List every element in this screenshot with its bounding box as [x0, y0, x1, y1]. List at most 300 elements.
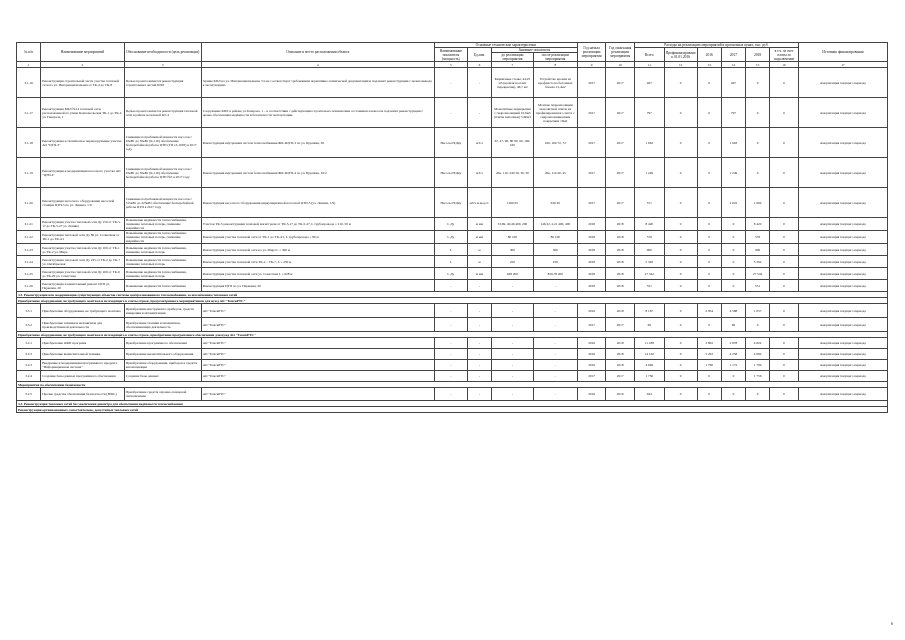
cell-c: 900 [746, 244, 770, 256]
cell-b: 2 022 [721, 188, 745, 218]
cell-fin: 0 [664, 231, 697, 244]
table-row [17, 68, 888, 98]
col-unit-measure: Наименование показателя (мощность) [434, 48, 467, 62]
cell-b: 797 [721, 98, 745, 128]
col-after: после реализации мероприятия [533, 53, 577, 62]
cell-c: 0 [746, 68, 770, 98]
cell-v2: - [533, 280, 577, 292]
cell-p1: Насосы Н/Дву [434, 188, 467, 218]
cell-rem: 0 [770, 68, 799, 98]
cell-num: 3.1.26 [17, 280, 41, 292]
cell-p1: L Ду [434, 218, 467, 231]
cell-num: 3.1.18 [17, 128, 41, 158]
col-2018: 2018 [746, 48, 770, 62]
column-index-cell: 12 [664, 62, 697, 68]
cell-num: 3.1.23 [17, 244, 41, 256]
cell-tot: 924 [634, 388, 664, 401]
cell-num: 3.3.2 [17, 318, 41, 332]
cell-v1: - [492, 349, 534, 360]
table-row [17, 349, 888, 360]
cell-src: Амортизация текущего периода [798, 98, 887, 128]
cell-v1: - [492, 338, 534, 349]
cell-just: Приобретение техники и механизмов, обеспечивающих деятельность [124, 318, 201, 332]
cell-ye: 2017 [606, 318, 635, 332]
column-index-cell: 9 [577, 62, 606, 68]
cell-p1: Насосы Н/Дву [434, 158, 467, 188]
cell-num: 3.1.22 [17, 231, 41, 244]
cell-ys: 2018 [577, 280, 606, 292]
cell-rem: 0 [770, 304, 799, 318]
table-row [17, 268, 888, 280]
column-index-cell: 7 [492, 62, 534, 68]
cell-just: Приобретение инструмента, приборов, средств измерения и автоматизации [124, 304, 201, 318]
column-index-cell: 15 [746, 62, 770, 68]
cell-ys: 2017 [577, 128, 606, 158]
cell-rem: 0 [770, 218, 799, 231]
cell-p2: м мм [467, 231, 491, 244]
cell-num: 3.1.16 [17, 68, 41, 98]
col-year-end: Год окончания реализации мероприятия [606, 43, 635, 62]
cell-rem: 0 [770, 388, 799, 401]
cell-tot: 5 392 [634, 256, 664, 268]
cell-src: Амортизация текущего периода [798, 244, 887, 256]
investment-table [16, 42, 888, 413]
cell-v2: - [533, 349, 577, 360]
cell-src: Амортизация текущего периода [798, 231, 887, 244]
table-row [17, 128, 888, 158]
cell-name: Реконструкция участка тепловой сети Ду 200 от ТК-9 до ТК-20 ул. Советская [41, 268, 125, 280]
cell-fin: 0 [664, 128, 697, 158]
cell-ye: 2018 [606, 304, 635, 318]
page-number: 6 [891, 621, 893, 626]
cell-c: 27 542 [746, 268, 770, 280]
table-row [17, 360, 888, 371]
cell-src: Амортизация текущего периода [798, 349, 887, 360]
cell-p2: - [467, 68, 491, 98]
cell-a: 0 [697, 318, 721, 332]
cell-src: Амортизация текущего периода [798, 218, 887, 231]
cell-tot: 1 756 [634, 371, 664, 382]
cell-fin: 0 [664, 280, 697, 292]
cell-a: 0 [697, 98, 721, 128]
cell-b: 0 [721, 371, 745, 382]
cell-name: Создание базы данных программного обеспечения [41, 371, 125, 382]
cell-name: Прочие средства обеспечения безопасности (ЗРКС) [41, 388, 125, 401]
column-index-cell: 1 [17, 62, 41, 68]
cell-p2: м [467, 244, 491, 256]
cell-name: Реконструкция участка тепловой сети Ду 100 от ТК-1 до ТК-2 ул. Мира [41, 244, 125, 256]
cell-ys: 2017 [577, 68, 606, 98]
cell-num: 3.2.5 [17, 388, 41, 401]
cell-src: Амортизация текущего периода [798, 256, 887, 268]
column-index-cell: 17 [798, 62, 887, 68]
cell-just: Повышение надёжности теплоснабжения, снижение тепловых потерь [124, 244, 201, 256]
cell-desc: АО "ТомскРТС" [201, 304, 434, 318]
cell-rem: 0 [770, 256, 799, 268]
cell-rem: 0 [770, 98, 799, 128]
cell-v1: 300 [492, 244, 534, 256]
col-justification: Обоснование необходимости (цель реализации) [124, 43, 201, 62]
cell-ye: 2018 [606, 338, 635, 349]
cell-desc: Реконструкция участка тепловой сети ул. Советская L = 628 м [201, 268, 434, 280]
table-header [17, 43, 888, 62]
cell-b: 2 878 [721, 338, 745, 349]
cell-ys: 2016 [577, 349, 606, 360]
cell-just: Повышение надёжности теплоснабжения, снижение тепловых потерь, снижение аварийности [124, 231, 201, 244]
cell-a: 0 [697, 128, 721, 158]
cell-p1: L [434, 244, 467, 256]
cell-p1: - [434, 349, 467, 360]
cell-ys: 2017 [577, 318, 606, 332]
cell-b: 4 258 [721, 349, 745, 360]
cell-v1: 250 [492, 256, 534, 268]
cell-num: 3.1.21 [17, 218, 41, 231]
subsection-heading-text: Реконструкция организованных самостоятельно, допустимых тепловых сетей [17, 407, 888, 413]
cell-num: 3.2.4 [17, 371, 41, 382]
table-row [17, 231, 888, 244]
cell-v1: Монолитные перекрытия с гидроизоляцией 10,6м3 (плиты неполные) 5,60м3 [492, 98, 534, 128]
cell-p1: Насосы Н/Дву [434, 128, 467, 158]
table-row [17, 280, 888, 292]
cell-v2: Монтаж гидроизоляции монолитной плиты из профилированного листа с гидроизоляционным покрытием 10м2 [533, 98, 577, 128]
table-row [17, 256, 888, 268]
table-row [17, 304, 888, 318]
cell-just: Целью проекта является реконструкция строительных частей КПЛ [124, 68, 201, 98]
cell-name: Реконструкция и модернизация насосного участка АО "ЦТП-4" [41, 158, 125, 188]
cell-p1: - [434, 388, 467, 401]
cell-fin: 0 [664, 68, 697, 98]
cell-src: Амортизация текущего периода [798, 158, 887, 188]
cell-v2: - [533, 388, 577, 401]
cell-c: 4 822 [746, 338, 770, 349]
cell-v2: 630 65 [533, 188, 577, 218]
cell-c: 0 [746, 158, 770, 188]
cell-v2: - [533, 318, 577, 332]
cell-desc: Реконструкция внутренних систем теплоснабжения ЖК 4ЦТП-3 по ул. Бурачёва, 30 [201, 128, 434, 158]
cell-num: 3.3.1 [17, 304, 41, 318]
cell-b: 4 588 [721, 304, 745, 318]
cell-src: Амортизация текущего периода [798, 68, 887, 98]
cell-rem: 0 [770, 128, 799, 158]
column-index-cell: 6 [467, 62, 491, 68]
document-page [16, 42, 888, 413]
cell-name: Внедрение и модернизация программного продукта "Информационная система" [41, 360, 125, 371]
cell-ys: 2016 [577, 304, 606, 318]
cell-desc: Реконструкция ЦТП по ул. Парковая, 20 [201, 280, 434, 292]
cell-num: 3.2.3 [17, 360, 41, 371]
cell-tot: 8 167 [634, 304, 664, 318]
cell-v1: - [492, 318, 534, 332]
cell-a: 1 760 [697, 360, 721, 371]
cell-ye: 2018 [606, 360, 635, 371]
cell-src: Амортизация текущего периода [798, 268, 887, 280]
cell-fin: 0 [664, 371, 697, 382]
col-2017: 2017 [721, 48, 745, 62]
cell-ye: 2018 [606, 349, 635, 360]
table-row [17, 318, 888, 332]
cell-v1: 628 200 [492, 268, 534, 280]
cell-v1: - [492, 388, 534, 401]
cell-c: 1 694 [746, 188, 770, 218]
table-row [17, 218, 888, 231]
cell-tot: 1 249 [634, 158, 664, 188]
column-index-cell: 4 [201, 62, 434, 68]
cell-p1: - [434, 304, 467, 318]
cell-a: 0 [697, 268, 721, 280]
cell-a: 0 [697, 388, 721, 401]
cell-src: Амортизация текущего периода [798, 318, 887, 332]
table-row [17, 188, 888, 218]
table-row [17, 388, 888, 401]
cell-tot: 571 [634, 188, 664, 218]
cell-c: 4 082 [746, 349, 770, 360]
col-year-start: Год начала реализации мероприятия [577, 43, 606, 62]
cell-just: Повышение надёжности теплоснабжения, снижение тепловых потерь [124, 256, 201, 268]
cell-tot: 8 420 [634, 218, 664, 231]
cell-desc: Реконструкция участка тепловой сети от ТК-1 до ТК-4/1, L трубопровода = 80 м [201, 231, 434, 244]
cell-desc: АО "ТомскРТС" [201, 388, 434, 401]
cell-b: 1 663 [721, 128, 745, 158]
cell-v2: - [533, 338, 577, 349]
cell-desc: Здание КПЛ на ул. Интернациональная, 5/а не соответствует требованиям нормативно-технической документации и подлежит реконструкции с целью вывода в эксплуатацию. [201, 68, 434, 98]
cell-v2: 20в, 110 40, 45 [533, 158, 577, 188]
cell-v1: 20в, 110, 240 30, 30, 30 [492, 158, 534, 188]
cell-ys: 2018 [577, 231, 606, 244]
cell-c: 551 [746, 280, 770, 292]
cell-b: 0 [721, 280, 745, 292]
cell-just: Приобретение вычислительного оборудования [124, 349, 201, 360]
cell-rem: 0 [770, 158, 799, 188]
cell-a: 0 [697, 256, 721, 268]
col-values-group: Значение показателя [492, 48, 578, 53]
cell-p1: - [434, 371, 467, 382]
cell-tot: 797 [634, 98, 664, 128]
cell-desc: АО "ТомскРТС" [201, 360, 434, 371]
cell-desc: Реконструкция участка тепловой сети ТК-2 – ТК-7, L = 250 м [201, 256, 434, 268]
table-body [17, 62, 888, 413]
cell-c: 0 [746, 318, 770, 332]
cell-p1: L Ду [434, 268, 467, 280]
cell-just: Повышение надёжности теплоснабжения, снижение тепловых потерь [124, 268, 201, 280]
cell-ye: 2016 [606, 388, 635, 401]
cell-a: 0 [697, 218, 721, 231]
cell-tot: 14 162 [634, 349, 664, 360]
column-index-cell: 2 [41, 62, 125, 68]
cell-v1: - [492, 280, 534, 292]
cell-p1: - [434, 98, 467, 128]
cell-ye: 2018 [606, 280, 635, 292]
cell-a: 0 [697, 371, 721, 382]
cell-ys: 2018 [577, 244, 606, 256]
cell-just: Повышение надёжности теплоснабжения, снижение тепловых потерь, снижение аварийности [124, 218, 201, 231]
cell-ys: 2016 [577, 338, 606, 349]
cell-name: Реконструкция и техническое перевооружение участка АО "ЦТП-3" [41, 128, 125, 158]
cell-a: 0 [697, 68, 721, 98]
cell-p2: - [467, 304, 491, 318]
cell-fin: 0 [664, 256, 697, 268]
cell-b: 1 249 [721, 158, 745, 188]
table-row [17, 244, 888, 256]
cell-ys: 2016 [577, 360, 606, 371]
cell-v1: 53,69, 40,46 400, 200 [492, 218, 534, 231]
cell-tot: 4 649 [634, 360, 664, 371]
cell-a: 0 [697, 244, 721, 256]
col-total: Всего [634, 48, 664, 62]
cell-v2: Устройство кровли из профлиста на бетонных блоках 21,4м2 [533, 68, 577, 98]
cell-just: Снижение потребляемой мощности насосов с 45кВт до 30кВт (К-110) обеспечение бесперебойной работы ЦТП №5 в 2017 году [124, 158, 201, 188]
cell-p2: - [467, 388, 491, 401]
cell-p2: - [467, 349, 491, 360]
cell-name: Реконструкция строительной части участка тепловой сети по ул. Интернациональная от ТК-4 до ТК-8 [41, 68, 125, 98]
cell-num: 3.1.20 [17, 188, 41, 218]
subsection-heading-text: Приобретение оборудования, не требующего монтажа и не входящего в сметы строек, приобретение программного обеспечения для нужд АО "ТомскРТС" [17, 332, 888, 338]
cell-p2: м мм [467, 218, 491, 231]
cell-v2: - [533, 371, 577, 382]
cell-ye: 2017 [606, 371, 635, 382]
cell-v1: 1260 65 [492, 188, 534, 218]
cell-num: 3.2.2 [17, 349, 41, 360]
cell-ye: 2017 [606, 98, 635, 128]
cell-b: 0 [721, 231, 745, 244]
cell-name: Реконструкция участка тепловой сети Ду 150 от ТК-5-17 до ТК-5-27 ул. Ленина [41, 218, 125, 231]
cell-just: Приобретение средств охранно-пожарной сигнализации [124, 388, 201, 401]
cell-v2: 80 100 [533, 231, 577, 244]
cell-just: Приобретение оборудования, приборов и средств автоматизации [124, 360, 201, 371]
col-main-group: Основные технические характеристики [434, 43, 577, 48]
cell-fin: 0 [664, 188, 697, 218]
cell-a: 3 802 [697, 338, 721, 349]
cell-p2: м3/ч [467, 158, 491, 188]
cell-b: 0 [721, 244, 745, 256]
column-index-cell: 10 [606, 62, 635, 68]
cell-desc: Сооружение КПЛ в районе ул.Генерала, 1 – в соответствии с действующим строительно-техническим состоянием и износом подлежит реконструкции с целью обеспечения надёжности и безопасности эксплуатации. [201, 98, 434, 128]
cell-ys: 2017 [577, 371, 606, 382]
cell-src: Амортизация текущего периода [798, 371, 887, 382]
cell-p1: L [434, 256, 467, 268]
cell-b: 0 [721, 268, 745, 280]
subsection-heading [17, 407, 888, 413]
cell-rem: 0 [770, 349, 799, 360]
cell-v2: 160, 160 72, 72 [533, 128, 577, 158]
section-heading-text: 3.3. Реконструкция тепловых сетей без увеличения диаметра для обеспечения надёжности теплоснабжения [17, 401, 888, 407]
cell-rem: 0 [770, 268, 799, 280]
cell-tot: 576 [634, 231, 664, 244]
table-row [17, 98, 888, 128]
cell-num: 3.1.19 [17, 158, 41, 188]
cell-ys: 2017 [577, 98, 606, 128]
cell-num: 3.2.1 [17, 338, 41, 349]
col-expenses-group: Расходы на реализацию мероприятий в прогнозных ценах, тыс. руб. [634, 43, 798, 48]
cell-p2: м мм [467, 268, 491, 280]
cell-num: 3.1.17 [17, 98, 41, 128]
cell-c: 0 [746, 388, 770, 401]
column-index-cell: 8 [533, 62, 577, 68]
cell-c: 5 392 [746, 256, 770, 268]
cell-b: 1 172 [721, 360, 745, 371]
column-index-cell: 3 [124, 62, 201, 68]
cell-ye: 2018 [606, 256, 635, 268]
cell-ys: 2018 [577, 218, 606, 231]
cell-a: 0 [697, 188, 721, 218]
cell-v2: 300 [533, 244, 577, 256]
table-row [17, 371, 888, 382]
cell-name: Реконструкция насосного оборудования насосной станции ЦТП-5 по ул. Ленина, 1/9 [41, 188, 125, 218]
cell-a: 2 954 [697, 304, 721, 318]
cell-c: 1 756 [746, 371, 770, 382]
cell-v1: 67, 47, 90, 80 90, 90, 160, 160 [492, 128, 534, 158]
column-index-cell: 14 [721, 62, 745, 68]
cell-desc: Реконструкция участка тепловой сети по ул. Мира L = 300 м [201, 244, 434, 256]
cell-name: Приобретение техники и механизмов для производственной деятельности [41, 318, 125, 332]
cell-c: 576 [746, 231, 770, 244]
cell-v2: 250 [533, 256, 577, 268]
cell-b: 0 [721, 256, 745, 268]
cell-p2: м3/ч [467, 128, 491, 158]
cell-rem: 0 [770, 280, 799, 292]
cell-v1: - [492, 360, 534, 371]
cell-p1: - [434, 360, 467, 371]
cell-just: Повышение надёжности теплоснабжения [124, 280, 201, 292]
cell-rem: 0 [770, 231, 799, 244]
cell-v1: 80 100 [492, 231, 534, 244]
cell-p2: м3/ч м.вод.ст. [467, 188, 491, 218]
cell-name: Приобретение оборудования, не требующего монтажа [41, 304, 125, 318]
cell-ys: 2018 [577, 256, 606, 268]
cell-fin: 0 [664, 338, 697, 349]
cell-name: Приобретение ОФП программ [41, 338, 125, 349]
cell-rem: 0 [770, 338, 799, 349]
cell-src: Амортизация текущего периода [798, 280, 887, 292]
cell-name: Реконструкция тепловой сети Ду 225 от ТК-2 до ТК-7 ул. Октябрьская [41, 256, 125, 268]
cell-ys: 2017 [577, 158, 606, 188]
section-heading-text: 3.3. Реконструкция или модернизация существующих объектов системы централизованного теплоснабжения, за исключением тепловых сетей [17, 292, 888, 298]
cell-c: 0 [746, 128, 770, 158]
cell-fin: 0 [664, 98, 697, 128]
cell-c: 1 709 [746, 360, 770, 371]
cell-just: Снижение потребляемой мощности насосов с 315кВт до 225кВт обеспечение бесперебойной работы ЦТП в 2017 году [124, 188, 201, 218]
cell-just: Приобретение программного обеспечения [124, 338, 201, 349]
cell-src: Амортизация текущего периода [798, 304, 887, 318]
cell-tot: 69 [634, 318, 664, 332]
cell-c: 1 057 [746, 304, 770, 318]
cell-p1: - [434, 338, 467, 349]
cell-fin: 0 [664, 244, 697, 256]
cell-c: 0 [746, 98, 770, 128]
cell-a: 0 [697, 158, 721, 188]
cell-b: 69 [721, 318, 745, 332]
cell-just: Снижение потребляемой мощности насосов с 45кВт до 30кВт (К-110) обеспечение бесперебойной работы ЦТП (ТП 13-1093) в 2017 году [124, 128, 201, 158]
cell-fin: 0 [664, 318, 697, 332]
cell-ye: 2017 [606, 188, 635, 218]
cell-ye: 2017 [606, 68, 635, 98]
cell-tot: 27 542 [634, 268, 664, 280]
cell-c: 8 420 [746, 218, 770, 231]
cell-p2: м [467, 256, 491, 268]
cell-tot: 1 663 [634, 128, 664, 158]
cell-desc: Участок ТК-5 реконструкция тепловой магистрали от ТК-5-17 до ТК-5-27, L трубопровода = 210, 50 м [201, 218, 434, 231]
cell-name: Реконструкция и капитальный ремонт ЦТП ул. Парковая, 20 [41, 280, 125, 292]
cell-src: Амортизация текущего периода [798, 338, 887, 349]
cell-p2: - [467, 371, 491, 382]
cell-ye: 2018 [606, 231, 635, 244]
table-row [17, 158, 888, 188]
cell-desc: Реконструкция насосного оборудования циркуляционной насосной ЦТП-5 (ул. Ленина, 1/9) [201, 188, 434, 218]
cell-v1: - [492, 304, 534, 318]
cell-desc: АО "ТомскРТС" [201, 318, 434, 332]
cell-v2: - [533, 304, 577, 318]
cell-src: Амортизация текущего периода [798, 388, 887, 401]
cell-ye: 2017 [606, 128, 635, 158]
